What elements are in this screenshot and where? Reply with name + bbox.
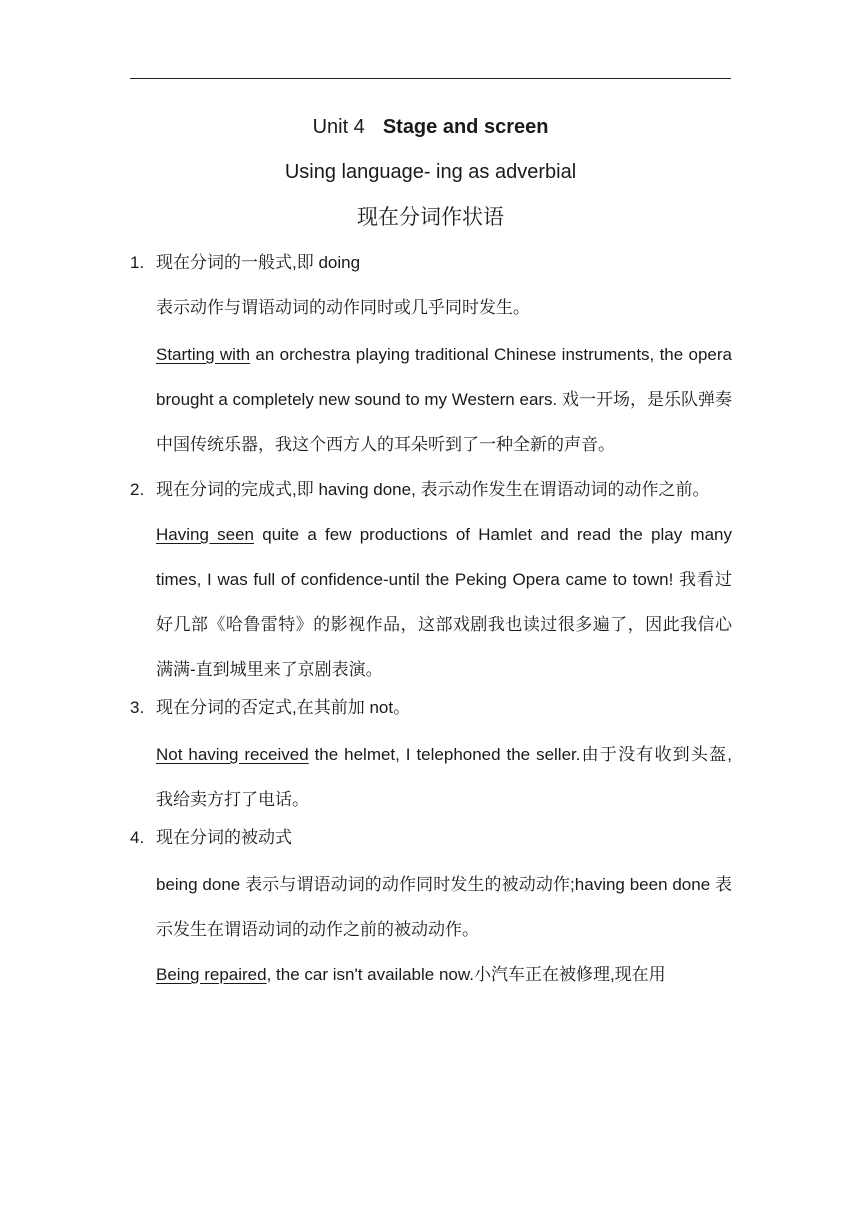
unit-number: Unit 4 [312, 116, 365, 138]
item-number: 4. [130, 828, 145, 847]
example-text: an orchestra playing traditional Chinese instruments, the opera brought a completely new sound to my Western ears. 戏一开场，是乐队弹奏中国传统乐器，我这个西方人的耳朵听到了一种全新的声音。 [156, 345, 732, 454]
list-item-1 [130, 247, 732, 292]
chinese-title: 现在分词作状语 [357, 205, 504, 229]
item-heading: 现在分词的被动式 [156, 828, 292, 847]
example-text: the helmet, I telephoned the seller.由于没有收到头盔, 我给卖方打了电话。 [156, 745, 732, 809]
item-number: 1. [130, 253, 145, 272]
example-text: , the car isn't available now.小汽车正在被修理,现在用 [266, 965, 666, 984]
item-heading: 现在分词的完成式,即 having done, 表示动作发生在谓语动词的动作之前。 [156, 480, 710, 499]
underlined-phrase: Being repaired [156, 965, 267, 984]
example-text: quite a few productions of Hamlet and read the play many times, I was full of confidence-until the Peking Opera came to town! 我看过好几部《哈鲁雷特》的影视作品，这部戏剧我也读过很多遍了，因此我信心满满-直到城里来了京剧表演。 [156, 525, 732, 679]
content [130, 247, 732, 997]
item-number: 2. [130, 480, 145, 499]
item-description: being done 表示与谓语动词的动作同时发生的被动动作;having been done 表示发生在谓语动词的动作之前的被动动作。 [156, 875, 732, 939]
unit-heading [130, 112, 731, 142]
example-sentence [156, 512, 732, 692]
underlined-phrase: Not having received [156, 745, 309, 764]
list-item-3 [130, 692, 732, 737]
underlined-phrase: Starting with [156, 345, 251, 364]
item-number: 3. [130, 698, 145, 717]
title-block [130, 112, 731, 232]
item-description: 表示动作与谓语动词的动作同时或几乎同时发生。 [156, 298, 530, 317]
unit-title: Stage and screen [382, 116, 549, 138]
example-sentence [156, 732, 732, 822]
example-sentence [156, 332, 732, 467]
item-heading: 现在分词的否定式,在其前加 not。 [156, 698, 411, 717]
list-item-2 [130, 467, 732, 512]
item-heading: 现在分词的一般式,即 doing [156, 253, 361, 272]
subtitle: Using language- ing as adverbial [284, 161, 577, 183]
example-sentence [156, 952, 732, 997]
header-rule [130, 78, 731, 79]
underlined-phrase: Having seen [156, 525, 255, 544]
list-item-4 [130, 822, 732, 867]
